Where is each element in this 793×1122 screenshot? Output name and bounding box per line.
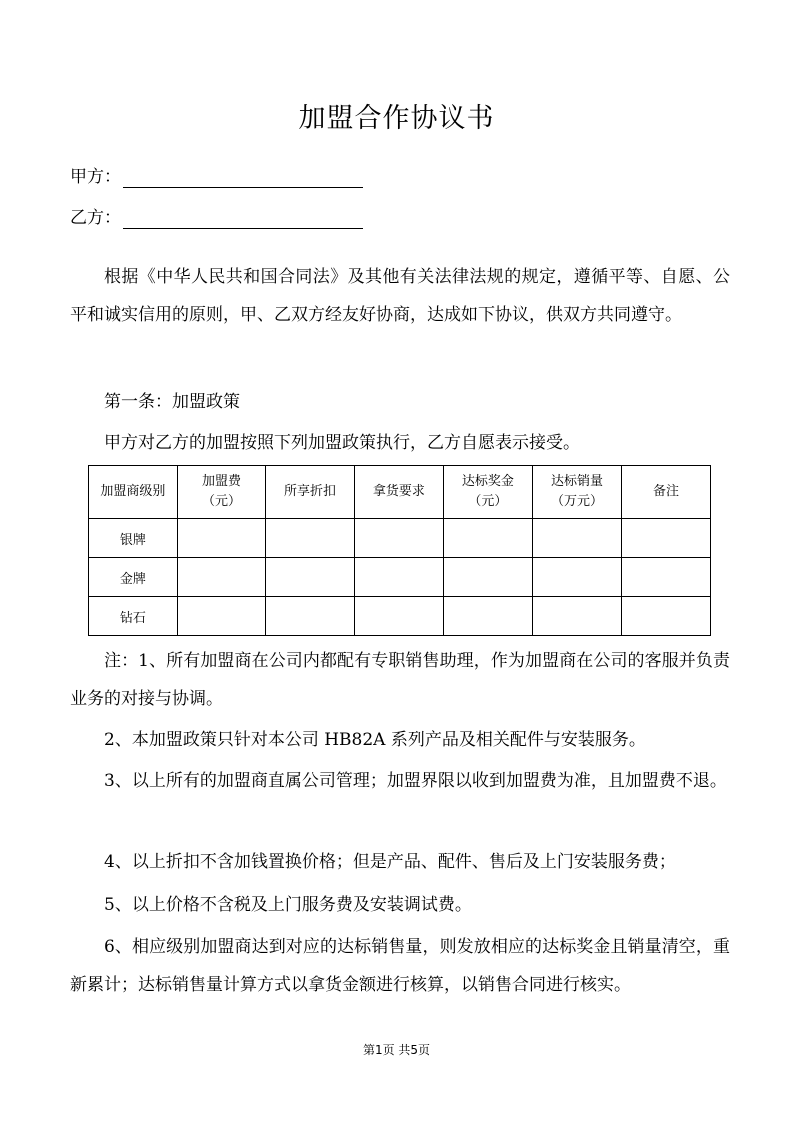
header-line2: （元） — [468, 494, 508, 509]
table-header-cell — [443, 466, 532, 519]
header-line2: （元） — [201, 494, 241, 509]
table-cell — [266, 597, 355, 636]
table-cell — [354, 519, 443, 558]
table-cell — [354, 558, 443, 597]
table-cell — [354, 597, 443, 636]
header-line1: 达标销量 — [551, 474, 604, 489]
table-cell — [266, 519, 355, 558]
header-line2: （万元） — [551, 494, 604, 509]
table-header-row — [89, 466, 711, 519]
table-cell — [177, 558, 265, 597]
table-cell — [622, 519, 711, 558]
table-cell — [266, 558, 355, 597]
note-3: 3、以上所有的加盟商直属公司管理；加盟界限以收到加盟费为准，且加盟费不退。 — [104, 771, 727, 791]
table-header-cell — [266, 466, 355, 519]
article1-lead: 甲方对乙方的加盟按照下列加盟政策执行，乙方自愿表示接受。 — [104, 433, 580, 453]
level-cell: 钻石 — [89, 597, 178, 636]
table-cell — [443, 597, 532, 636]
table-cell — [177, 597, 265, 636]
header-line1: 备注 — [653, 484, 680, 499]
table-header-cell — [354, 466, 443, 519]
document-title: 加盟合作协议书 — [298, 103, 495, 134]
table-row — [89, 597, 711, 636]
header-line1: 达标奖金 — [461, 474, 514, 489]
table-header-cell — [89, 466, 178, 519]
page-footer: 第1页 共5页 — [362, 1043, 431, 1057]
party-a-line — [70, 166, 363, 188]
table-cell — [622, 597, 711, 636]
note-2: 2、本加盟政策只针对本公司 HB82A 系列产品及相关配件与安装服务。 — [104, 730, 646, 750]
party-a-blank — [123, 171, 363, 188]
note-1: 注：1、所有加盟商在公司内都配有专职销售助理，作为加盟商在公司的客服并负责业务的对接与协调。 — [70, 651, 730, 709]
header-line1: 拿货要求 — [372, 484, 425, 499]
level-cell: 金牌 — [89, 558, 178, 597]
table-header-cell — [177, 466, 265, 519]
table-cell — [443, 558, 532, 597]
header-line1: 加盟商级别 — [100, 484, 166, 499]
table-header-cell — [622, 466, 711, 519]
header-line1: 加盟费 — [201, 474, 241, 489]
note-4: 4、以上折扣不含加钱置换价格；但是产品、配件、售后及上门安装服务费； — [104, 852, 676, 872]
policy-table — [88, 465, 711, 636]
party-b-line — [70, 207, 363, 229]
table-cell — [533, 519, 622, 558]
note-6: 6、相应级别加盟商达到对应的达标销售量，则发放相应的达标奖金且销量清空，重新累计；达标销售量计算方式以拿货金额进行核算，以销售合同进行核实。 — [70, 937, 730, 995]
header-line1: 所享折扣 — [284, 484, 337, 499]
party-b-blank — [123, 212, 363, 229]
level-cell: 银牌 — [89, 519, 178, 558]
table-cell — [177, 519, 265, 558]
table-cell — [533, 558, 622, 597]
table-row — [89, 558, 711, 597]
note-5: 5、以上价格不含税及上门服务费及安装调试费。 — [104, 895, 472, 915]
party-b-label: 乙方： — [70, 208, 121, 228]
party-a-label: 甲方： — [70, 167, 121, 187]
article1-heading: 第一条：加盟政策 — [104, 392, 240, 412]
table-header-cell — [533, 466, 622, 519]
table-cell — [533, 597, 622, 636]
table-cell — [443, 519, 532, 558]
table-cell — [622, 558, 711, 597]
table-row — [89, 519, 711, 558]
intro-paragraph: 根据《中华人民共和国合同法》及其他有关法律法规的规定，遵循平等、自愿、公平和诚实信用的原则，甲、乙双方经友好协商，达成如下协议，供双方共同遵守。 — [70, 267, 730, 325]
